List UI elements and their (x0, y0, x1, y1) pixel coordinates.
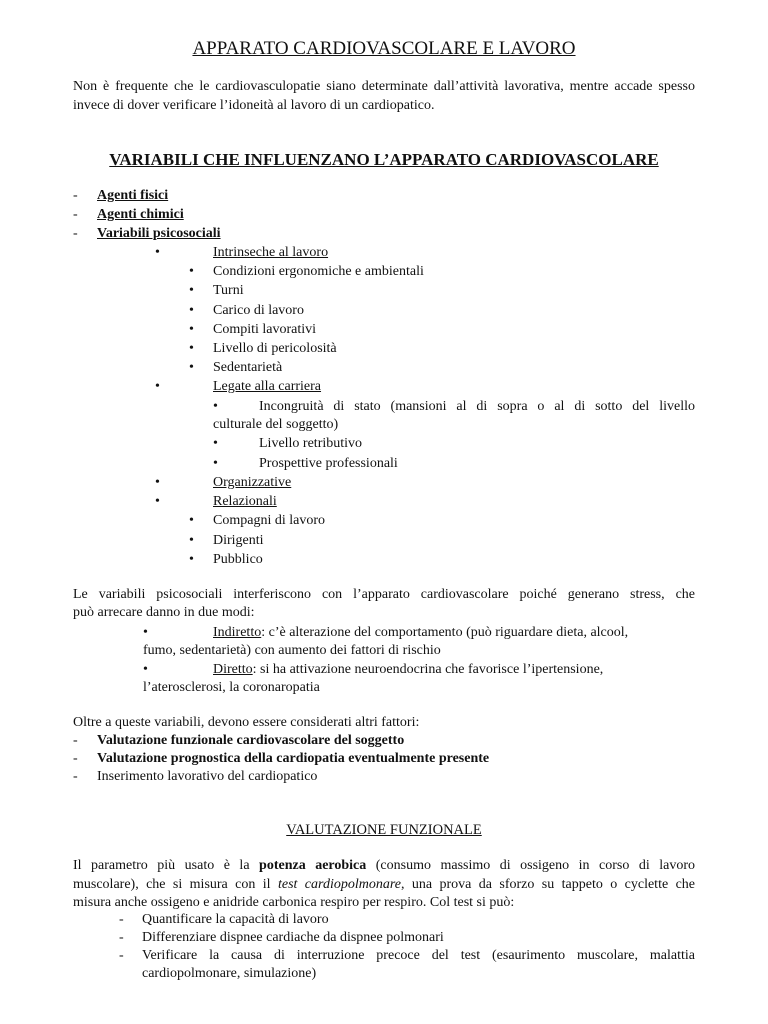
list-item: Livello di pericolosità (213, 341, 337, 356)
list-item-continuation: cardiopolmonare, simulazione) (142, 966, 317, 981)
list-item: Compiti lavorativi (213, 322, 317, 337)
list-item-agenti-chimici: Agenti chimici (97, 207, 184, 222)
list-item: Pubblico (213, 552, 263, 567)
diretto-continuation: l’aterosclerosi, la coronaropatia (143, 680, 320, 695)
text-run: (consumo massimo di ossigeno in corso di lavoro (366, 858, 695, 873)
bullet-marker: • (189, 264, 194, 279)
list-item: Differenziare dispnee cardiache da dispnee polmonari (142, 930, 444, 945)
dash-marker: - (73, 207, 78, 222)
bullet-marker: • (189, 360, 194, 375)
category-carriera: Legate alla carriera (213, 379, 322, 394)
list-item: Quantificare la capacità di lavoro (142, 912, 329, 927)
category-organizzative: Organizzative (213, 475, 292, 490)
text-run: Il parametro più usato è la (73, 858, 260, 873)
text-run-bold: potenza aerobica (259, 858, 367, 873)
document-title: APPARATO CARDIOVASCOLARE E LAVORO (192, 38, 576, 59)
list-item: Prospettive professionali (259, 456, 398, 471)
list-item: Carico di lavoro (213, 303, 304, 318)
bullet-marker: • (155, 494, 160, 509)
list-item: Dirigenti (213, 533, 264, 548)
list-item: Turni (213, 283, 244, 298)
list-item-valutazione-funzionale: Valutazione funzionale cardiovascolare del soggetto (97, 733, 405, 748)
list-item: Incongruità di stato (mansioni al di sopra o al di sotto del livello (259, 399, 695, 414)
section-heading-variabili: VARIABILI CHE INFLUENZANO L’APPARATO CARDIOVASCOLARE (109, 150, 659, 169)
dash-marker: - (119, 948, 124, 963)
bullet-marker: • (189, 283, 194, 298)
dash-marker: - (119, 912, 124, 927)
intro-paragraph: Non è frequente che le cardiovasculopatie siano determinate dall’attività lavorativa, mentre accade spesso invece di dover verificare l’idoneità al lavoro di un cardiopatico. (73, 79, 695, 113)
diretto-line (213, 661, 603, 679)
category-intrinseche: Intrinseche al lavoro (213, 245, 329, 260)
list-item: Verificare la causa di interruzione precoce del test (esaurimento muscolare, malattia (142, 948, 695, 963)
list-item: Livello retributivo (259, 436, 363, 451)
paragraph-line1 (73, 857, 695, 875)
dash-marker: - (73, 751, 78, 766)
bullet-marker: • (189, 552, 194, 567)
indiretto-continuation: fumo, sedentarietà) con aumento dei fattori di rischio (143, 643, 441, 658)
paragraph-oltre: Oltre a queste variabili, devono essere considerati altri fattori: (73, 715, 420, 730)
text-run: muscolare), che si misura con il (73, 877, 278, 892)
bullet-marker: • (155, 475, 160, 490)
list-item: Condizioni ergonomiche e ambientali (213, 264, 424, 279)
section-heading-valutazione: VALUTAZIONE FUNZIONALE (286, 822, 482, 838)
dash-marker: - (119, 930, 124, 945)
bullet-marker: • (213, 456, 218, 471)
dash-marker: - (73, 188, 78, 203)
bullet-marker: • (143, 662, 148, 677)
dash-marker: - (73, 226, 78, 241)
bullet-marker: • (189, 533, 194, 548)
bullet-marker: • (189, 341, 194, 356)
bullet-marker: • (189, 513, 194, 528)
category-relazionali: Relazionali (213, 494, 277, 509)
indiretto-line (213, 624, 695, 642)
diretto-text: : si ha attivazione neuroendocrina che favorisce l’ipertensione, (252, 662, 604, 677)
diretto-label: Diretto (213, 662, 253, 677)
list-item-valutazione-prognostica: Valutazione prognostica della cardiopatia eventualmente presente (97, 751, 490, 766)
paragraph-stress-line1: Le variabili psicosociali interferiscono con l’apparato cardiovascolare poiché generano stress, che (73, 587, 695, 602)
bullet-marker: • (213, 399, 218, 414)
paragraph-line3: misura anche ossigeno e anidride carbonica respiro per respiro. Col test si può: (73, 895, 515, 910)
dash-marker: - (73, 733, 78, 748)
paragraph-line2 (73, 876, 695, 894)
bullet-marker: • (155, 245, 160, 260)
list-item-continuation: culturale del soggetto) (213, 417, 339, 432)
indiretto-label: Indiretto (213, 625, 262, 640)
paragraph-stress-line2: può arrecare danno in due modi: (73, 605, 255, 620)
list-item-inserimento: Inserimento lavorativo del cardiopatico (97, 769, 318, 784)
bullet-marker: • (189, 322, 194, 337)
text-run-italic: test cardiopolmonare (277, 877, 401, 892)
bullet-marker: • (189, 303, 194, 318)
dash-marker: - (73, 769, 78, 784)
text-run: , una prova da sforzo su tappeto o cyclette che (401, 877, 696, 892)
list-item-agenti-fisici: Agenti fisici (97, 188, 169, 203)
bullet-marker: • (143, 625, 148, 640)
list-item: Sedentarietà (213, 360, 283, 375)
list-item-variabili-psicosociali: Variabili psicosociali (97, 226, 221, 241)
list-item: Compagni di lavoro (213, 513, 325, 528)
indiretto-text: : c’è alterazione del comportamento (può riguardare dieta, alcool, (261, 625, 629, 640)
bullet-marker: • (213, 436, 218, 451)
bullet-marker: • (155, 379, 160, 394)
